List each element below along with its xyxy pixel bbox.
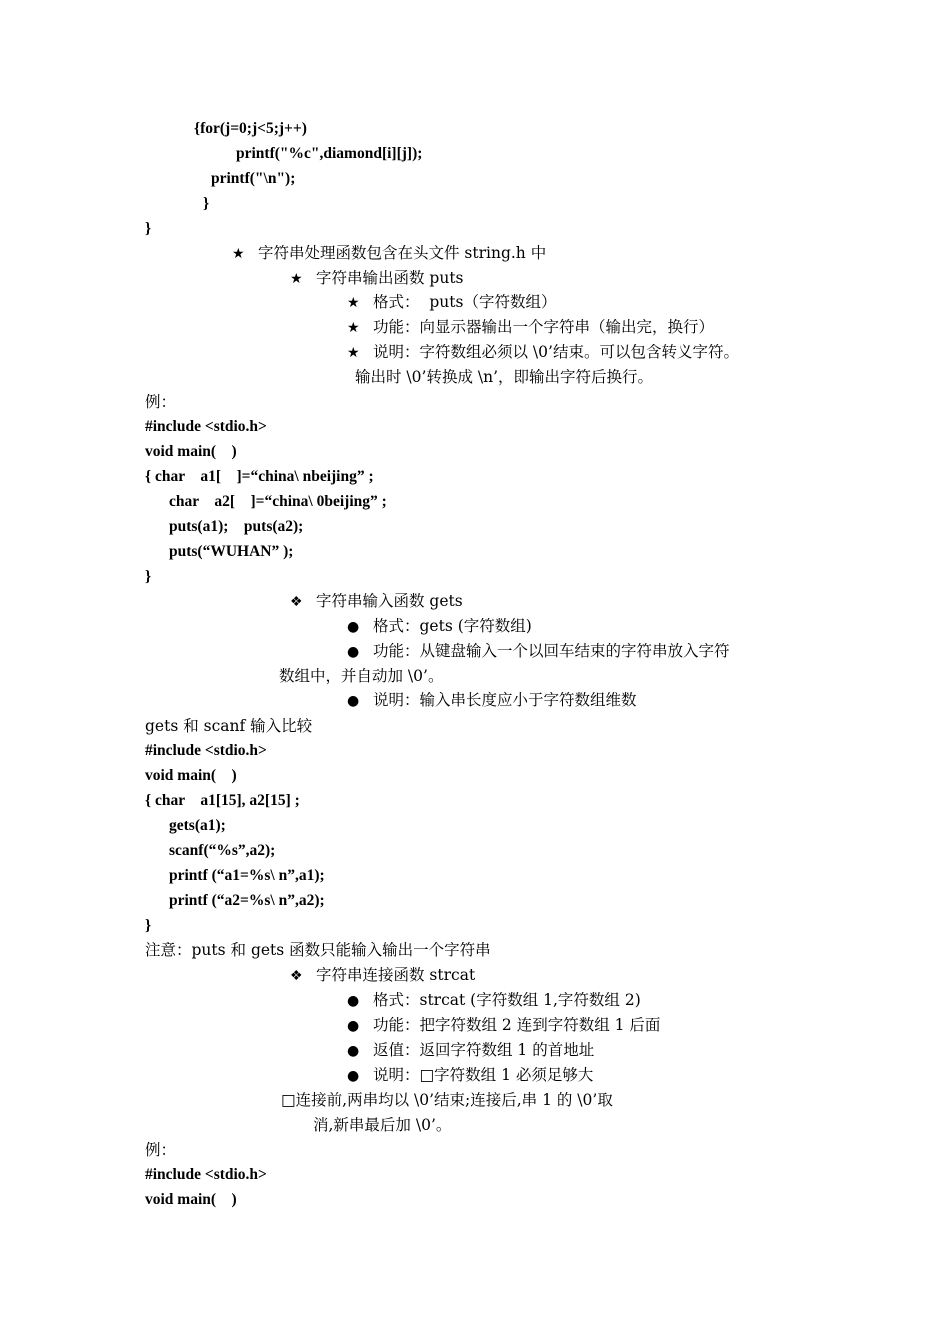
- bullet-text: 功能：从键盘输入一个以回车结束的字符串放入字符: [373, 642, 730, 660]
- code-line: puts(“WUHAN” );: [169, 543, 294, 560]
- bullet-text: 字符串输出函数 puts: [316, 269, 464, 287]
- code-line: gets(a1);: [169, 817, 226, 834]
- bullet-text: 格式：gets (字符数组): [373, 617, 532, 635]
- star-icon: ★: [290, 271, 303, 287]
- bullet-item: [290, 965, 475, 986]
- note-line: 注意：puts 和 gets 函数只能输入输出一个字符串: [145, 941, 491, 959]
- code-line: {for(j=0;j<5;j++): [194, 120, 307, 137]
- bullet-item: [347, 1040, 594, 1061]
- diamond-icon: ❖: [290, 594, 303, 610]
- star-icon: ★: [232, 246, 245, 262]
- bullet-item: [347, 641, 730, 662]
- bullet-dot-icon: ●: [347, 619, 360, 635]
- bullet-item: [347, 292, 556, 313]
- bullet-dot-icon: ●: [347, 1018, 360, 1034]
- code-line: { char a1[ ]=“china\ nbeijing” ;: [145, 468, 374, 485]
- bullet-item: [232, 243, 546, 264]
- bullet-item: [347, 1065, 593, 1086]
- code-line: printf("\n");: [211, 170, 296, 187]
- code-line: }: [145, 220, 152, 237]
- bullet-text: 说明：□字符数组 1 必须足够大: [373, 1066, 594, 1084]
- diamond-icon: ❖: [290, 968, 303, 984]
- bullet-text: 字符串处理函数包含在头文件 string.h 中: [258, 244, 547, 262]
- star-icon: ★: [347, 320, 360, 336]
- bullet-text: 字符串连接函数 strcat: [316, 966, 476, 984]
- code-line: #include <stdio.h>: [145, 742, 267, 759]
- star-icon: ★: [347, 345, 360, 361]
- code-line: printf (“a2=%s\ n”,a2);: [169, 892, 325, 909]
- bullet-text: 返值：返回字符数组 1 的首地址: [373, 1041, 595, 1059]
- section-heading: gets 和 scanf 输入比较: [145, 717, 313, 735]
- code-line: }: [203, 195, 210, 212]
- example-label: 例：: [145, 393, 177, 411]
- bullet-item: [347, 1015, 660, 1036]
- bullet-text: 说明：输入串长度应小于字符数组维数: [373, 691, 637, 709]
- bullet-dot-icon: ●: [347, 693, 360, 709]
- code-line: puts(a1); puts(a2);: [169, 518, 304, 535]
- bullet-item: [347, 317, 714, 338]
- code-line: }: [145, 917, 152, 934]
- code-line: { char a1[15], a2[15] ;: [145, 792, 300, 809]
- bullet-dot-icon: ●: [347, 644, 360, 660]
- bullet-text: 功能：向显示器输出一个字符串（输出完，换行）: [373, 318, 715, 336]
- code-line: #include <stdio.h>: [145, 418, 267, 435]
- code-line: printf (“a1=%s\ n”,a1);: [169, 867, 325, 884]
- bullet-text: 格式：strcat (字符数组 1,字符数组 2): [373, 991, 641, 1009]
- bullet-text: 功能：把字符数组 2 连到字符数组 1 后面: [373, 1016, 661, 1034]
- bullet-item: [347, 616, 532, 637]
- paragraph-line: 数组中，并自动加 \0’。: [279, 667, 444, 685]
- code-line: scanf(“%s”,a2);: [169, 842, 276, 859]
- paragraph-line: 消,新串最后加 \0’。: [313, 1116, 452, 1134]
- code-line: char a2[ ]=“china\ 0beijing” ;: [169, 493, 387, 510]
- star-icon: ★: [347, 295, 360, 311]
- code-line: void main( ): [145, 443, 237, 460]
- code-line: void main( ): [145, 1191, 237, 1208]
- paragraph-line: 输出时 \0’转换成 \n’，即输出字符后换行。: [355, 368, 653, 386]
- bullet-text: 说明：字符数组必须以 \0’结束。可以包含转义字符。: [373, 343, 739, 361]
- bullet-text: 格式： puts（字符数组）: [373, 293, 557, 311]
- bullet-dot-icon: ●: [347, 993, 360, 1009]
- example-label: 例：: [145, 1141, 177, 1159]
- bullet-item: [347, 690, 637, 711]
- bullet-item: [347, 342, 739, 363]
- bullet-item: [290, 268, 464, 289]
- code-line: void main( ): [145, 767, 237, 784]
- bullet-item: [290, 591, 463, 612]
- bullet-dot-icon: ●: [347, 1068, 360, 1084]
- paragraph-line: □连接前,两串均以 \0’结束;连接后,串 1 的 \0’取: [281, 1091, 613, 1109]
- bullet-dot-icon: ●: [347, 1043, 360, 1059]
- code-line: #include <stdio.h>: [145, 1166, 267, 1183]
- code-line: }: [145, 568, 152, 585]
- bullet-text: 字符串输入函数 gets: [316, 592, 463, 610]
- code-line: printf("%c",diamond[i][j]);: [236, 145, 423, 162]
- bullet-item: [347, 990, 641, 1011]
